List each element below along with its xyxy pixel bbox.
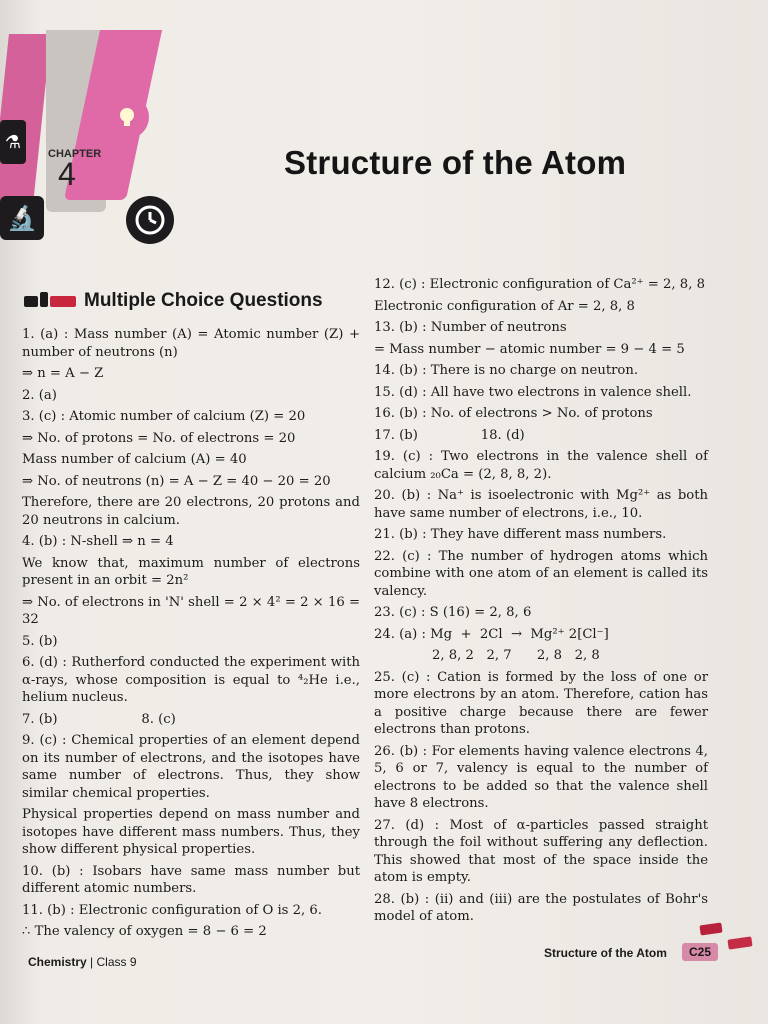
footer-subject <box>28 955 137 969</box>
answer-line: 9. (c) : Chemical properties of an element depend on its number of electrons, and the isotopes have same number of electrons. Thus, they show similar chemical properties. <box>22 733 360 801</box>
answer-line: 3. (c) : Atomic number of calcium (Z) = 20 <box>22 409 306 424</box>
clock-icon-graphic <box>133 203 167 237</box>
clock-icon <box>126 196 174 244</box>
footer-decoration <box>699 923 722 936</box>
answer-line: Electronic configuration of Ar = 2, 8, 8 <box>374 298 635 314</box>
footer-chapter-title: Structure of the Atom <box>544 946 667 960</box>
flask-icon: ⚗ <box>0 120 26 164</box>
answer-line: 26. (b) : For elements having valence electrons 4, 5, 6 or 7, valency is equal to the number of electrons to be added so that the valence shell have 8 electrons. <box>374 743 708 811</box>
answer-line: ⇒ No. of protons = No. of electrons = 20 <box>22 430 296 446</box>
answer-line: 2, 8, 2 2, 7 2, 8 2, 8 <box>432 648 600 663</box>
answer-line: 17. (b) 18. (d) <box>374 427 525 443</box>
chapter-number: 4 <box>58 156 76 192</box>
answer-line: 14. (b) : There is no charge on neutron. <box>374 363 639 378</box>
footer-decoration <box>727 936 752 949</box>
answer-line: 27. (d) : Most of α-particles passed straight through the foil without suffering any deflection. This showed that most of the space inside the atom is empty. <box>374 817 708 885</box>
answer-line: 24. (a) : Mg + 2Cl → Mg²⁺ 2[Cl⁻] <box>374 626 609 642</box>
footer-subject-name: Chemistry <box>28 955 87 969</box>
answer-line: Mass number of calcium (A) = 40 <box>22 452 247 467</box>
answer-line: 16. (b) : No. of electrons > No. of protons <box>374 406 653 421</box>
answer-line: = Mass number − atomic number = 9 − 4 = 5 <box>374 341 685 357</box>
answers-right-column <box>374 276 708 930</box>
page-title: Structure of the Atom <box>284 144 627 181</box>
lightbulb-icon-graphic <box>114 104 140 130</box>
answer-line: 19. (c) : Two electrons in the valence shell of calcium ₂₀Ca = (2, 8, 8, 2). <box>374 449 708 482</box>
answer-line: 21. (b) : They have different mass numbers. <box>374 527 667 542</box>
decorative-tab-left <box>0 34 51 204</box>
answer-line: 4. (b) : N-shell ⇒ n = 4 <box>22 534 174 549</box>
answer-line: Physical properties depend on mass number and isotopes have different mass numbers. Thus, they show different physical properties. <box>22 807 360 857</box>
answer-line: ∴ The valency of oxygen = 8 − 6 = 2 <box>22 924 267 939</box>
answer-line: Therefore, there are 20 electrons, 20 protons and 20 neutrons in calcium. <box>22 495 360 528</box>
answer-line: 23. (c) : S (16) = 2, 8, 6 <box>374 605 532 620</box>
lightbulb-icon <box>105 95 149 139</box>
answer-line: 25. (c) : Cation is formed by the loss of one or more electrons by an atom. Therefore, cation has a positive charge because there are fewer electrons than protons. <box>374 669 708 737</box>
answers-left-column <box>22 326 360 945</box>
footer-class: | Class 9 <box>90 955 137 969</box>
answer-line: ⇒ No. of electrons in 'N' shell = 2 × 4² = 2 × 16 = 32 <box>22 594 360 627</box>
answer-line: 1. (a) : Mass number (A) = Atomic number (Z) + number of neutrons (n) <box>22 327 360 360</box>
answer-line: 5. (b) <box>22 633 58 649</box>
answer-line: 28. (b) : (ii) and (iii) are the postulates of Bohr's model of atom. <box>374 891 708 924</box>
answer-line: 12. (c) : Electronic configuration of Ca²⁺ = 2, 8, 8 <box>374 277 705 292</box>
answer-line: ⇒ n = A − Z <box>22 366 104 381</box>
answer-line: 15. (d) : All have two electrons in valence shell. <box>374 384 692 400</box>
answer-line: 13. (b) : Number of neutrons <box>374 320 567 335</box>
section-heading-decoration <box>24 292 78 310</box>
section-title: Multiple Choice Questions <box>84 290 323 311</box>
section-heading <box>24 290 323 312</box>
answer-line: ⇒ No. of neutrons (n) = A − Z = 40 − 20 = 20 <box>22 473 331 489</box>
answer-line: 10. (b) : Isobars have same mass number but different atomic numbers. <box>22 863 360 896</box>
answer-line: 2. (a) <box>22 387 57 403</box>
answer-line: 11. (b) : Electronic configuration of O is 2, 6. <box>22 902 322 918</box>
answer-line: 20. (b) : Na⁺ is isoelectronic with Mg²⁺ as both have same number of electrons, i.e., 10. <box>374 488 708 521</box>
microscope-icon: 🔬 <box>0 196 44 240</box>
answer-line: 6. (d) : Rutherford conducted the experiment with α-rays, whose composition is equal to ⁴₂He i.e., helium nucleus. <box>22 655 360 705</box>
page-number-badge: C25 <box>682 943 718 961</box>
answer-line: 22. (c) : The number of hydrogen atoms which combine with one atom of an element is called its valency. <box>374 548 708 599</box>
answer-line: We know that, maximum number of electrons present in an orbit = 2n² <box>22 555 360 588</box>
chapter-label: CHAPTER <box>48 148 102 160</box>
answer-line: 7. (b) 8. (c) <box>22 711 176 727</box>
